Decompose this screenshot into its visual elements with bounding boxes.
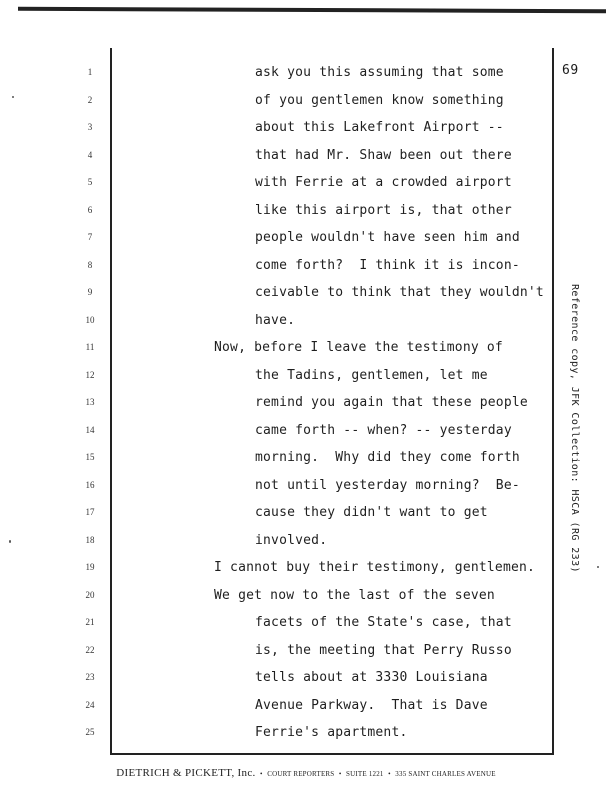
- line-number: 8: [87, 259, 93, 270]
- transcript-line: facets of the State's case, that: [255, 615, 512, 630]
- line-number: 4: [87, 149, 93, 160]
- line-number: 22: [85, 644, 95, 655]
- line-number: 7: [87, 232, 93, 242]
- line-number: 12: [85, 369, 95, 380]
- line-number: 10: [85, 314, 95, 325]
- line-number: 19: [85, 562, 95, 572]
- line-number: 18: [85, 534, 95, 545]
- line-number: 17: [85, 507, 95, 517]
- transcript-line: people wouldn't have seen him and: [255, 230, 520, 245]
- transcript-line: cause they didn't want to get: [255, 505, 488, 520]
- transcript-line: came forth -- when? -- yesterday: [255, 422, 512, 438]
- footer-separator: •: [388, 770, 391, 778]
- footer-address: 335 SAINT CHARLES AVENUE: [395, 770, 496, 778]
- transcript-line: the Tadins, gentlemen, let me: [255, 367, 488, 383]
- scan-speck: [597, 566, 599, 568]
- footer: [0, 767, 612, 779]
- transcript-line: about this Lakefront Airport --: [255, 120, 504, 135]
- footer-separator: •: [260, 770, 263, 778]
- transcript-line: morning. Why did they come forth: [255, 450, 520, 465]
- transcript-line: remind you again that these people: [255, 395, 528, 410]
- transcript-line: like this airport is, that other: [255, 202, 512, 218]
- line-number: 1: [87, 67, 93, 77]
- transcript-line: involved.: [255, 532, 328, 548]
- top-rule: [18, 7, 606, 14]
- transcript-line: We get now to the last of the seven: [214, 587, 495, 603]
- transcript-line: Avenue Parkway. That is Dave: [255, 697, 488, 713]
- line-number: 16: [85, 479, 95, 490]
- transcript-line: that had Mr. Shaw been out there: [255, 147, 512, 163]
- line-number: 2: [87, 94, 93, 105]
- transcript-line: have.: [255, 312, 296, 328]
- line-number: 15: [85, 452, 95, 462]
- footer-firm: DIETRICH & PICKETT, Inc.: [116, 767, 256, 779]
- archive-reference-note: Reference copy, JFK Collection: HSCA (RG 233): [569, 284, 580, 573]
- line-number: 24: [85, 699, 95, 710]
- line-number: 14: [85, 424, 95, 435]
- transcript-line: not until yesterday morning? Be-: [255, 477, 520, 493]
- scan-speck: [12, 96, 14, 98]
- line-number: 20: [85, 589, 95, 600]
- footer-separator: •: [338, 770, 342, 778]
- transcript-line: Ferrie's apartment.: [255, 725, 408, 740]
- transcript-line: ask you this assuming that some: [255, 65, 504, 80]
- line-number: 5: [87, 177, 93, 187]
- page-number: 69: [562, 63, 579, 78]
- line-number: 9: [87, 287, 93, 297]
- line-number: 21: [85, 617, 95, 627]
- line-number: 3: [87, 122, 93, 132]
- line-number: 23: [85, 672, 95, 682]
- transcript-line: come forth? I think it is incon-: [255, 257, 520, 273]
- footer-suite: SUITE 1221: [346, 770, 384, 778]
- line-number: 13: [85, 397, 95, 407]
- scan-speck: [9, 540, 11, 543]
- footer-court-reporters: COURT REPORTERS: [267, 770, 335, 778]
- transcript-line: is, the meeting that Perry Russo: [255, 642, 512, 658]
- transcript-line: ceivable to think that they wouldn't: [255, 285, 544, 300]
- line-number: 25: [85, 727, 95, 737]
- transcript-line: Now, before I leave the testimony of: [214, 340, 503, 355]
- transcript-line: I cannot buy their testimony, gentlemen.: [214, 560, 536, 575]
- transcript-line: of you gentlemen know something: [255, 92, 504, 108]
- line-number: 11: [85, 342, 95, 352]
- transcript-line: tells about at 3330 Louisiana: [255, 670, 488, 685]
- transcript-line: with Ferrie at a crowded airport: [255, 175, 512, 190]
- line-number: 6: [87, 204, 93, 215]
